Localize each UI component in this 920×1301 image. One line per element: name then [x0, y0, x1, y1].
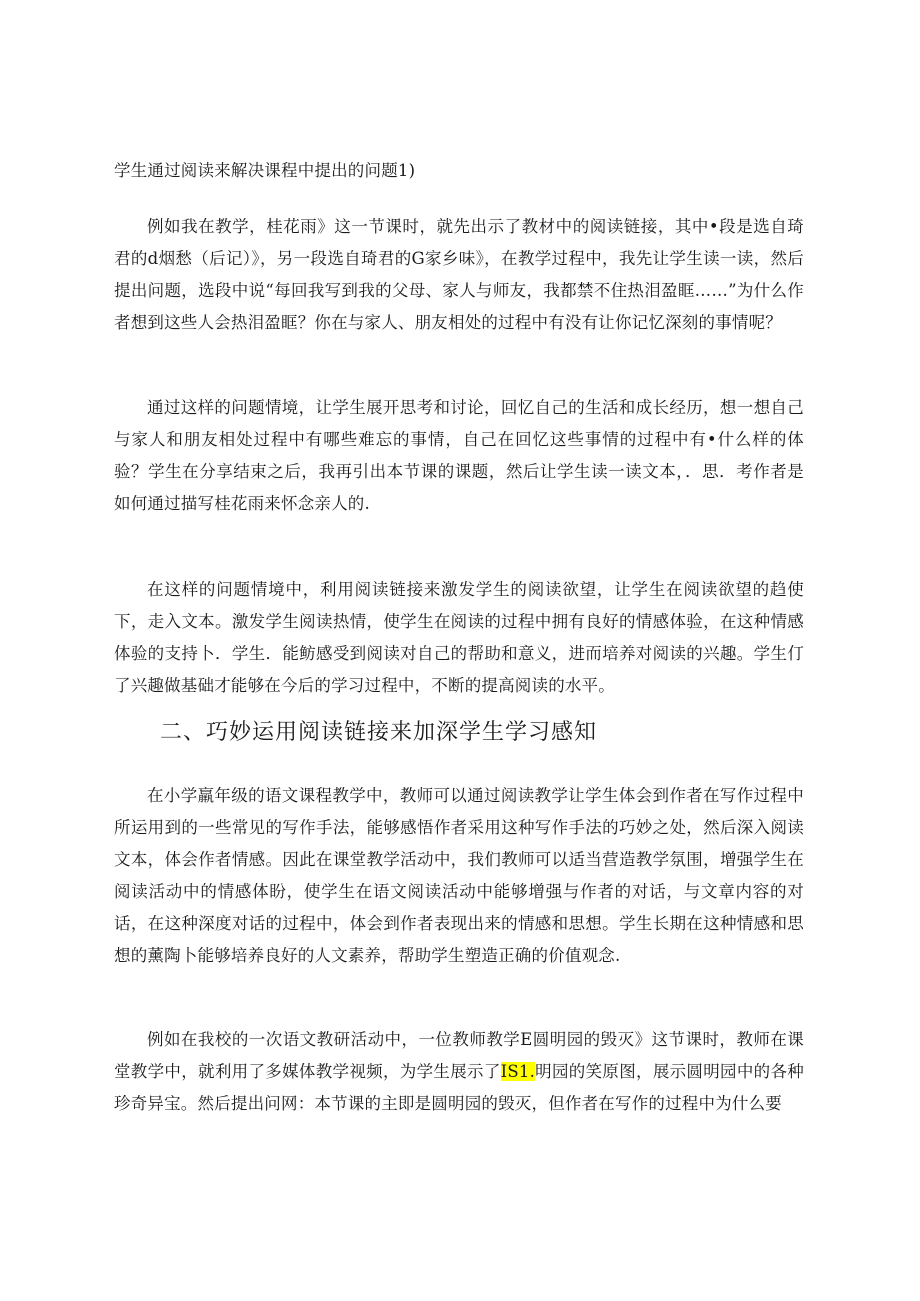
highlighted-text: IS1.: [500, 1062, 536, 1081]
paragraph-5-text-end: 明园的笑原图，展示圆明园中的各种珍奇异宝。然后提出问网：本节课的主即是圆明园的毁灭，但作者在写作的过程中为什么要: [114, 1062, 805, 1113]
intro-line: 学生通过阅读来解决课程中提出的问题1): [114, 161, 416, 180]
paragraph-5-text-start: 例如在我校的一次语文教研活动中，一位教师教学E圆明园的毁灭》这节课时，教师在课堂教学中，就利用了多媒体教学视频，为学生展示了: [114, 1030, 804, 1081]
paragraph-1: 例如我在教学，桂花雨》这一节课时，就先出示了教材中的阅读链接，其中•段是选自琦君的d烟愁（后记）》，另一段选自琦君的G家乡味》，在教学过程中，我先让学生读一读，然后提出问题，选段中说“每回我写到我的父母、家人与师友，我都禁不住热泪盈眶……”为什么作者想到这些人会热泪盈眶？你在与家人、朋友相处的过程中有没有让你记忆深刻的事情呢？: [114, 217, 804, 332]
paragraph-2: 通过这样的问题情境，让学生展开思考和讨论，回忆自己的生活和成长经历，想一想自己与家人和朋友相处过程中有哪些难忘的事情，自己在回忆这些事情的过程中有•什么样的体验？学生在分享结束之后，我再引出本节课的课题，然后让学生读一读文本，．思．考作者是如何通过描写桂花雨来怀念亲人的.: [114, 398, 804, 513]
paragraph-5: [114, 1024, 804, 1120]
paragraph-4: 在小学羸年级的语文课程教学中，教师可以通过阅读教学让学生体会到作者在写作过程中所运用到的一些常见的写作手法，能够感悟作者采用这种写作手法的巧妙之处，然后深入阅读文本，体会作者情感。因此在课堂教学活动中，我们教师可以适当营造教学氛围，增强学生在阅读活动中的情感体盼，使学生在语文阅读活动中能够增强与作者的对话，与文章内容的对话，在这种深度对话的过程中，体会到作者表现出来的情感和思想。学生长期在这种情感和思想的薰陶卜能够培养良好的人文素养，帮助学生塑造正确的价值观念.: [114, 786, 804, 965]
paragraph-3: 在这样的问题情境中，利用阅读链接来激发学生的阅读欲望，让学生在阅读欲望的趋使下，走入文本。激发学生阅读热情，使学生在阅读的过程中拥有良好的情感体验，在这种情感体验的支持卜．学生．能鲂感受到阅读对自己的帮助和意义，进而培养对阅读的兴趣。学生仃了兴趣做基础才能够在今后的学习过程中，不断的提高阅读的水平。: [114, 580, 804, 695]
section-heading-2: 二、巧妙运用阅读链接来加深学生学习感知: [160, 720, 598, 745]
